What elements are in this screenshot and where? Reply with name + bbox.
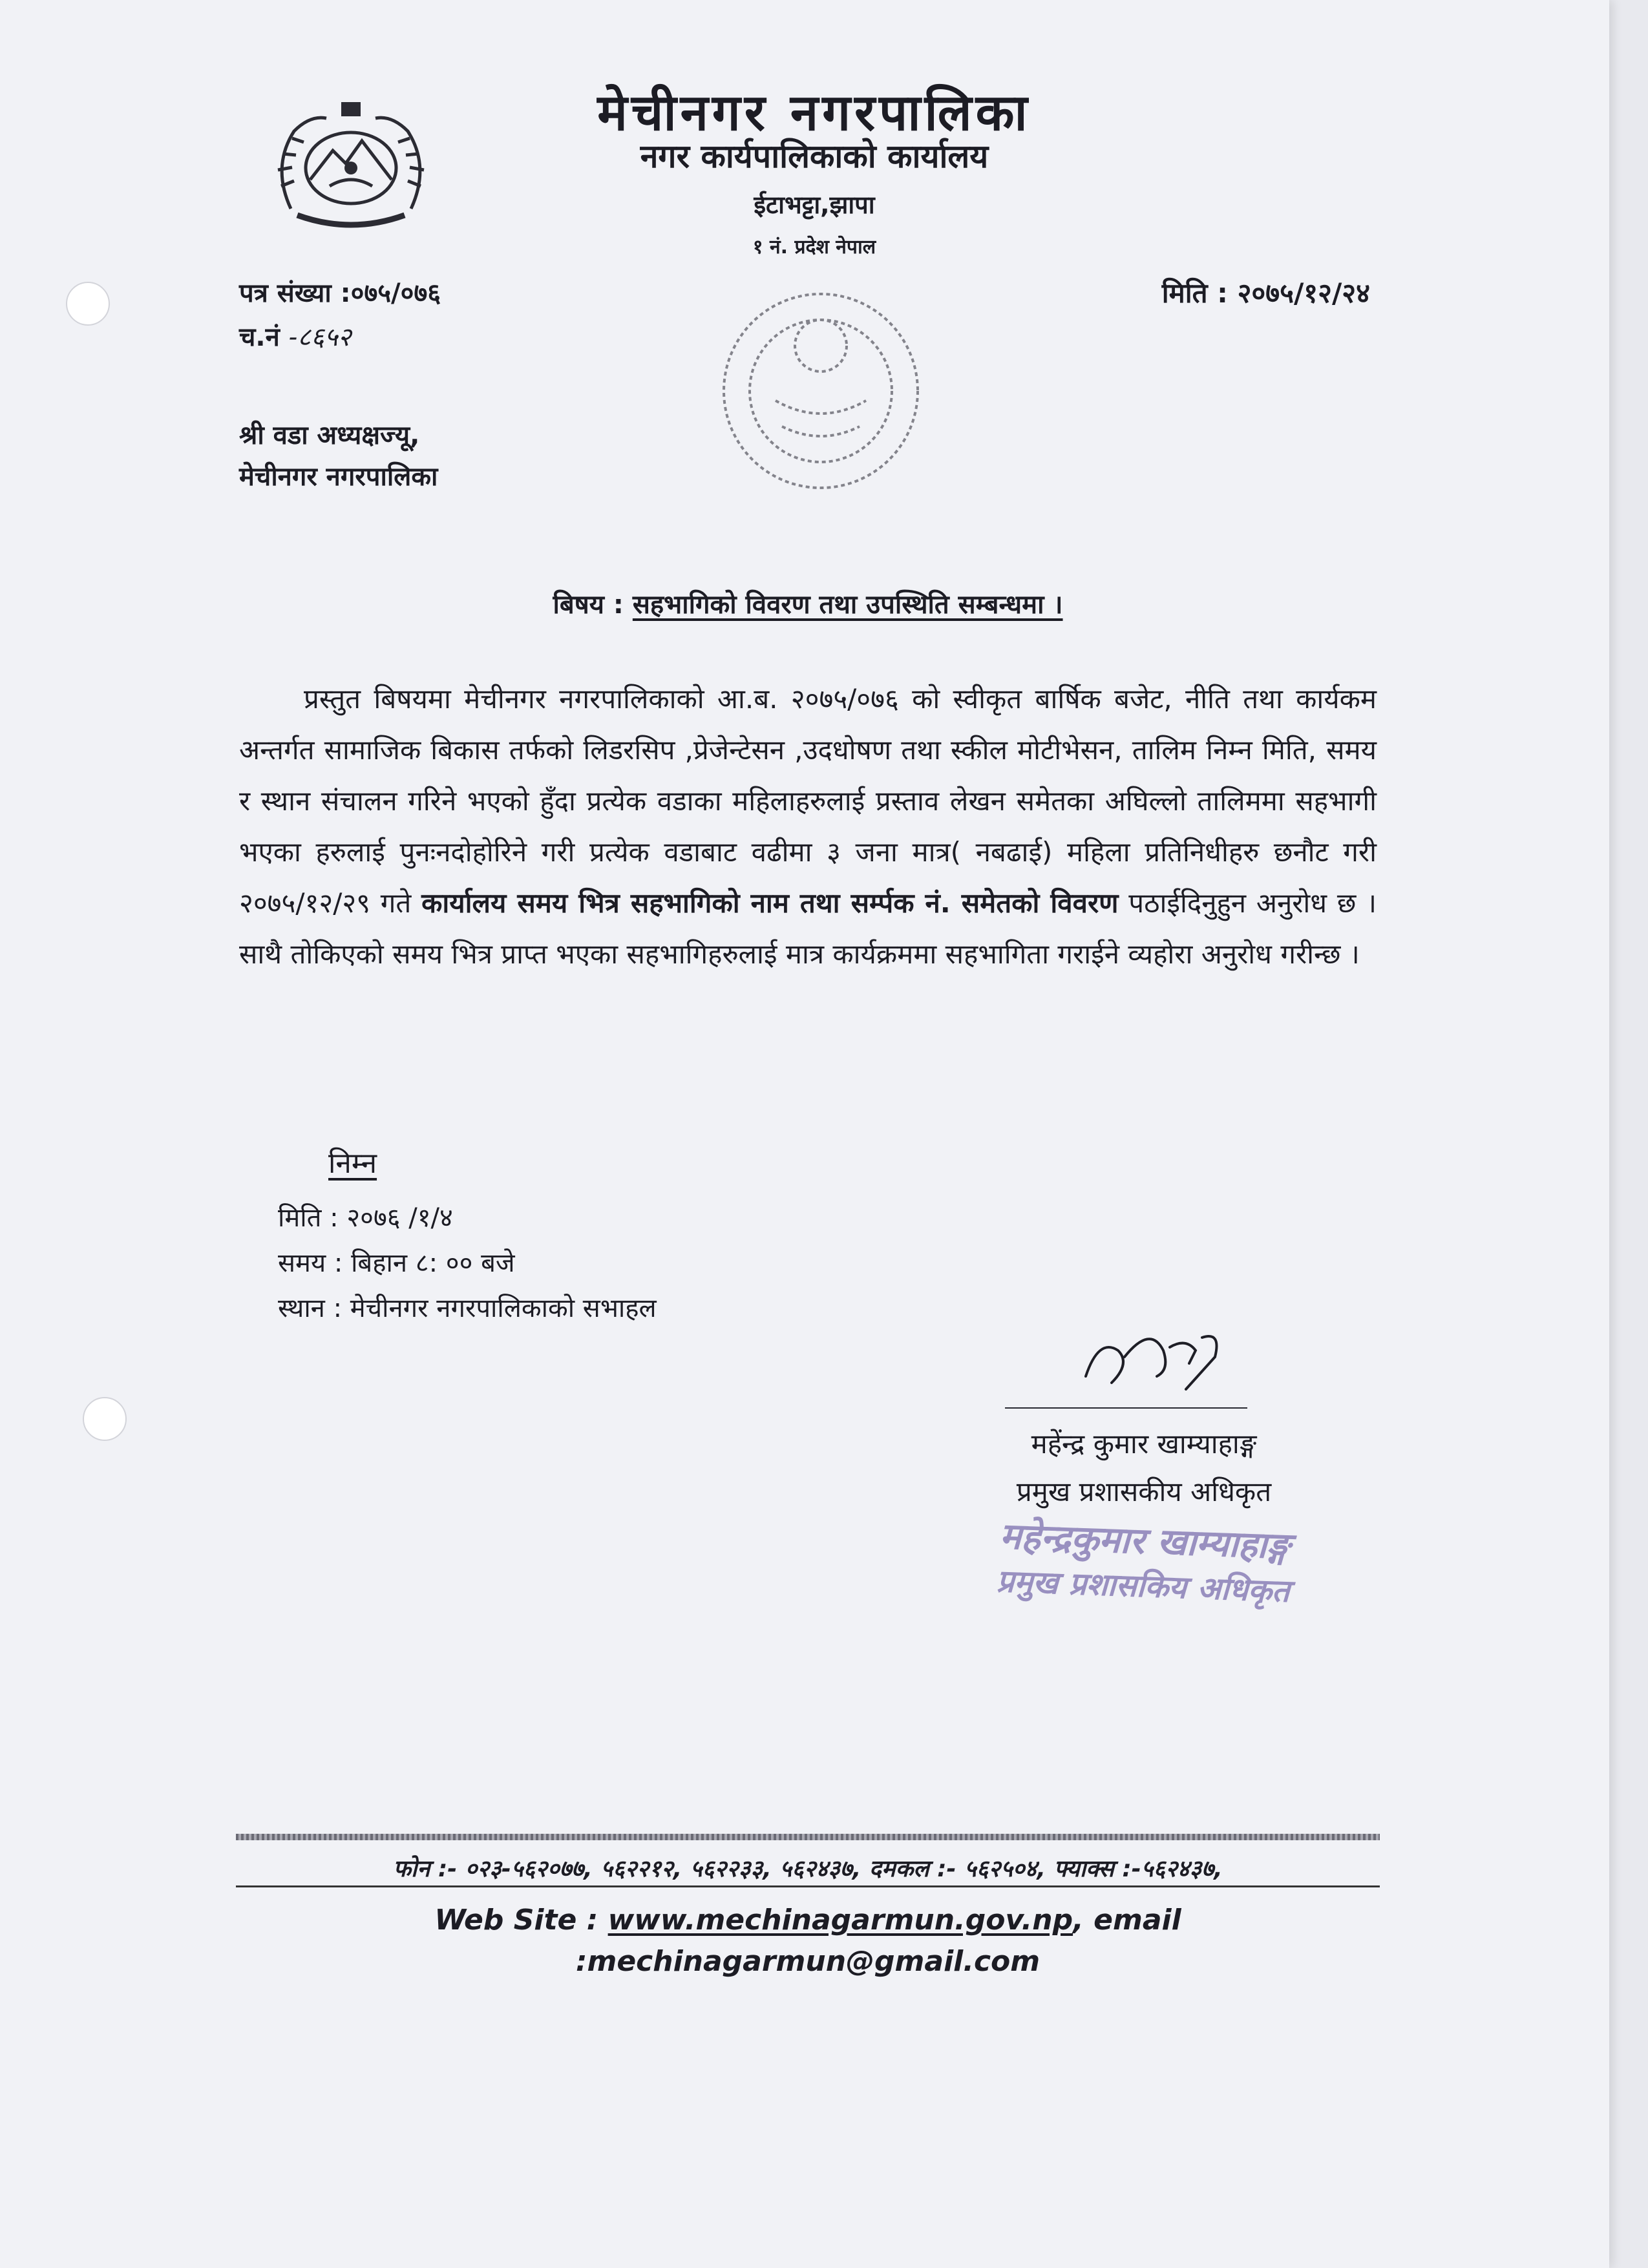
schedule-date: मिति : २०७६ /१/४ [278, 1203, 453, 1233]
stamp-line-1: महेन्द्रकुमार खाम्याहाङ्ग [998, 1515, 1291, 1568]
dispatch-label: च.नं [239, 322, 280, 352]
subject-line [239, 585, 1377, 621]
letter-body [239, 673, 1377, 980]
stamp-line-2: प्रमुख प्रशासकिय अधिकृत [996, 1563, 1291, 1610]
municipality-name: मेचीनगर नगरपालिका [597, 83, 1031, 142]
subject-text: सहभागिको विवरण तथा उपस्थिति सम्बन्धमा । [632, 590, 1063, 620]
footer-underline [236, 1885, 1380, 1887]
office-seal-icon [704, 278, 937, 504]
signatory-title: प्रमुख प्रशासकीय अधिकृत [1016, 1476, 1272, 1507]
email-address[interactable]: :mechinagarmun@gmail.com [575, 1945, 1041, 1978]
footer-contact [236, 1900, 1380, 1982]
body-text-2: पठाईदिनुहुन अनुरोध छ । साथै तोकिएको समय भित्र प्राप्त भएका सहभागिहरुलाई मात्र कार्यक्रममा सहभागिता गराईने व्यहोरा अनुरोध गरीन्छ । [239, 887, 1377, 970]
schedule-title: निम्न [328, 1147, 377, 1180]
dispatch-value: -८६५२ [288, 322, 352, 352]
punch-hole-bottom [83, 1397, 127, 1441]
letter-date: मिति : २०७५/१२/२४ [1161, 277, 1370, 309]
footer-divider [236, 1834, 1380, 1840]
dispatch-number [239, 318, 351, 353]
website-label: Web Site : [434, 1904, 598, 1937]
schedule-time: समय : बिहान ८: ०० बजे [278, 1248, 515, 1278]
email-label: , email [1073, 1904, 1181, 1937]
office-name: नगर कार्यपालिकाको कार्यालय [640, 137, 989, 175]
signatory-name: महेंन्द्र कुमार खाम्याहाङ्ग [1031, 1428, 1257, 1460]
schedule-block [278, 1195, 657, 1331]
website-link[interactable]: www.mechinagarmun.gov.np [607, 1904, 1073, 1937]
province-name: १ नं. प्रदेश नेपाल [752, 236, 876, 258]
signatory-block [944, 1420, 1344, 1516]
addressee-line-1: श्री वडा अध्यक्षज्यू, [239, 421, 420, 450]
subject-label: बिषय : [553, 590, 624, 620]
addressee-line-2: मेचीनगर नगरपालिका [239, 462, 438, 492]
addressee-block [239, 415, 438, 498]
handwritten-signature-icon [1073, 1312, 1267, 1396]
letter-number: पत्र संख्या :०७५/०७६ [239, 278, 441, 308]
name-stamp [916, 1511, 1371, 1617]
body-text-1: प्रस्तुत बिषयमा मेचीनगर नगरपालिकाको आ.ब. २०७५/०७६ को स्वीकृत बार्षिक बजेट, नीति तथा कार्यकम अन्तर्गत सामाजिक बिकास तर्फको लिडरसिप ,प्रेजेन्टेसन ,उदधोषण तथा स्कील मोटीभेसन, तालिम निम्न मिति, समय र स्थान संचालन गरिने भएको हुँदा प्रत्येक वडाका महिलाहरुलाई प्रस्ताव लेखन समेतका अघिल्लो तालिममा सहभागी भएका हरुलाई पुनःनदोहोरिने गरी प्रत्येक वडाबाट वढीमा ३ जना मात्र( नबढाई) महिला प्रतिनिधीहरु छनौट गरी २०७५/१२/२९ गते [239, 683, 1377, 919]
body-text-bold: कार्यालय समय भित्र सहभागिको नाम तथा सर्म्पक नं. समेतको विवरण [421, 887, 1119, 919]
signature-line [1005, 1407, 1247, 1409]
office-address: ईटाभट्टा,झापा [754, 191, 875, 219]
footer-phone: फोन :- ०२३-५६२०७७, ५६२२१२, ५६२२३३, ५६२४३७, दमकल :- ५६२५०४, फ्याक्स :-५६२४३७, [393, 1856, 1223, 1882]
nepal-emblem-icon [265, 96, 437, 233]
schedule-venue: स्थान : मेचीनगर नगरपालिकाको सभाहल [278, 1294, 657, 1323]
punch-hole-top [66, 282, 110, 326]
